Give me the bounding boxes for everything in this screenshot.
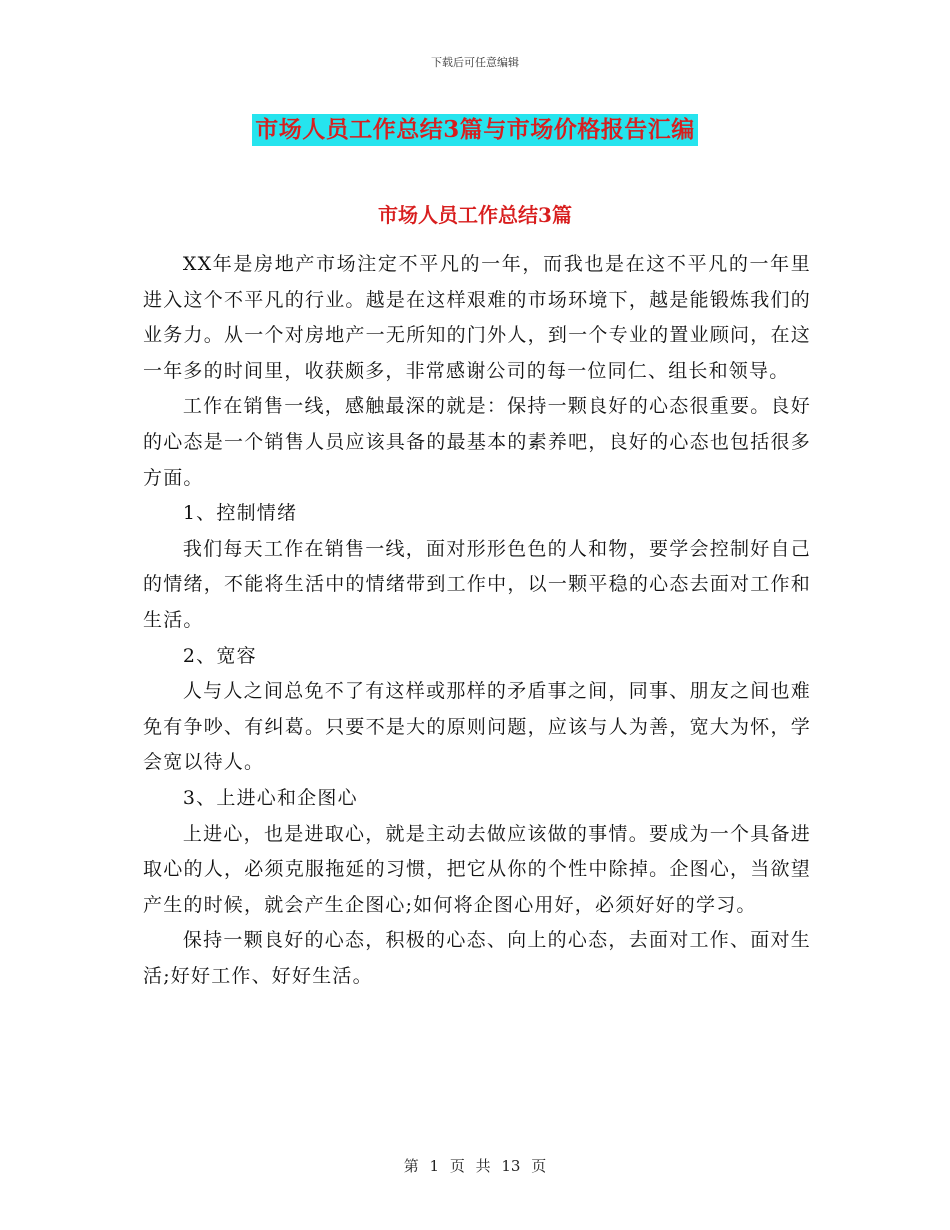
list-heading: 2、宽容 [182,644,257,667]
document-title [0,114,950,146]
page-number: 第 1 页 共 13 页 [403,1157,547,1175]
document-title-text: 市场人员工作总结3篇与市场价格报告汇编 [252,114,698,146]
paragraph: XX年是房地产市场注定不平凡的一年，而我也是在这不平凡的一年里进入这个不平凡的行业。越是在这样艰难的市场环境下，越是能锻炼我们的业务力。从一个对房地产一无所知的门外人，到一个专业的置业顾问，在这一年多的时间里，收获颇多，非常感谢公司的每一位同仁、组长和领导。 [143,253,811,382]
section-title: 市场人员工作总结3篇 [378,203,572,227]
paragraph: 上进心，也是进取心，就是主动去做应该做的事情。要成为一个具备进取心的人，必须克服拖延的习惯，把它从你的个性中除掉。企图心，当欲望产生的时候，就会产生企图心;如何将企图心用好，必须好好的学习。 [143,822,811,916]
header-note: 下载后可任意编辑 [431,56,519,69]
paragraph: 保持一颗良好的心态，积极的心态、向上的心态，去面对工作、面对生活;好好工作、好好生活。 [143,929,811,987]
paragraph: 人与人之间总免不了有这样或那样的矛盾事之间，同事、朋友之间也难免有争吵、有纠葛。只要不是大的原则问题，应该与人为善，宽大为怀，学会宽以待人。 [143,680,811,774]
document-body [143,247,811,994]
paragraph: 工作在销售一线，感触最深的就是：保持一颗良好的心态很重要。良好的心态是一个销售人员应该具备的最基本的素养吧，良好的心态也包括很多方面。 [143,395,811,489]
list-heading: 3、上进心和企图心 [182,786,358,809]
list-heading: 1、控制情绪 [182,502,298,525]
paragraph: 我们每天工作在销售一线，面对形形色色的人和物，要学会控制好自己的情绪，不能将生活中的情绪带到工作中，以一颗平稳的心态去面对工作和生活。 [143,537,811,631]
